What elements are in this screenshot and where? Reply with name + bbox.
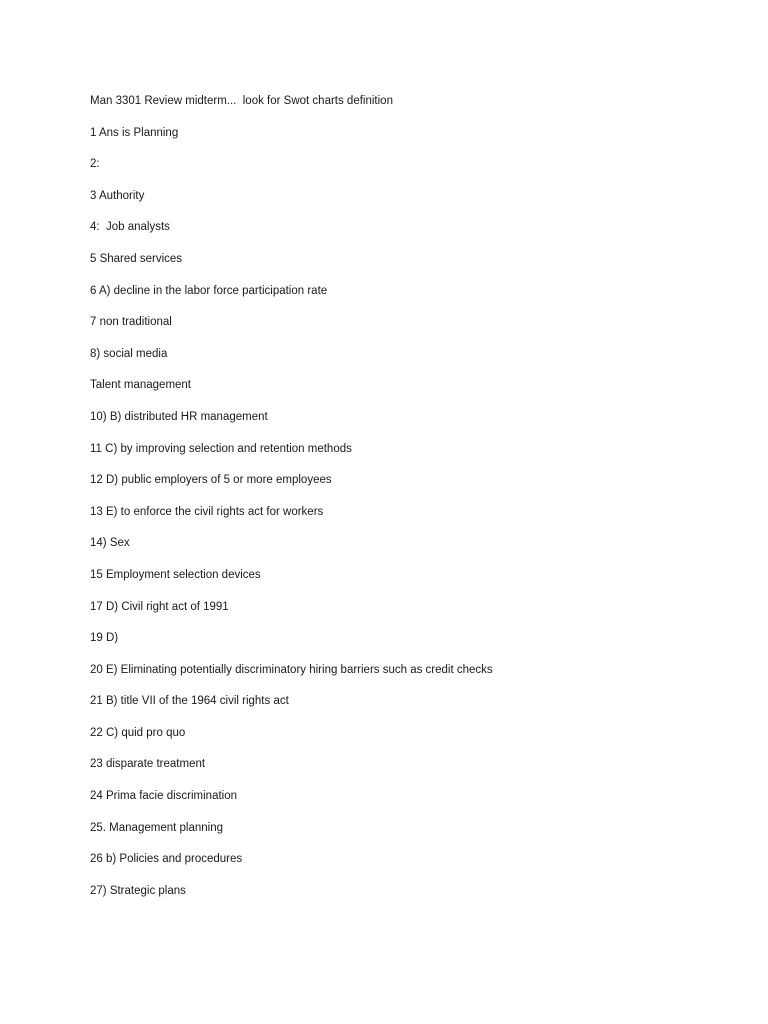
- answer-line: 23 disparate treatment: [90, 758, 206, 771]
- document-body: [90, 93, 730, 914]
- answer-line: 8) social media: [90, 347, 168, 360]
- answer-line: 4: Job analysts: [90, 221, 170, 234]
- answer-line: 13 E) to enforce the civil rights act for workers: [90, 505, 324, 518]
- answer-line: 24 Prima facie discrimination: [90, 790, 238, 803]
- answer-line: 25. Management planning: [90, 821, 223, 834]
- answer-line: 1 Ans is Planning: [90, 126, 179, 139]
- answer-line: 26 b) Policies and procedures: [90, 853, 243, 866]
- answer-line: 15 Employment selection devices: [90, 568, 261, 581]
- answer-line: 14) Sex: [90, 537, 130, 550]
- answer-line: 3 Authority: [90, 189, 145, 202]
- answer-line: 17 D) Civil right act of 1991: [90, 600, 229, 613]
- answer-line: 22 C) quid pro quo: [90, 726, 186, 739]
- answer-line: 21 B) title VII of the 1964 civil rights act: [90, 695, 289, 708]
- answer-line: 12 D) public employers of 5 or more employees: [90, 474, 332, 487]
- answer-line: 6 A) decline in the labor force participation rate: [90, 284, 328, 297]
- answer-line: 19 D): [90, 632, 119, 645]
- answer-line: 7 non traditional: [90, 316, 172, 329]
- answer-line: 10) B) distributed HR management: [90, 410, 268, 423]
- answer-line: Talent management: [90, 379, 192, 392]
- document-title: Man 3301 Review midterm... look for Swot charts definition: [90, 95, 393, 107]
- answer-line: 20 E) Eliminating potentially discriminatory hiring barriers such as credit checks: [90, 663, 493, 676]
- answer-line: 27) Strategic plans: [90, 884, 186, 897]
- answer-line: 11 C) by improving selection and retention methods: [90, 442, 352, 455]
- answer-line: 2:: [90, 158, 100, 171]
- answer-line: 5 Shared services: [90, 252, 183, 265]
